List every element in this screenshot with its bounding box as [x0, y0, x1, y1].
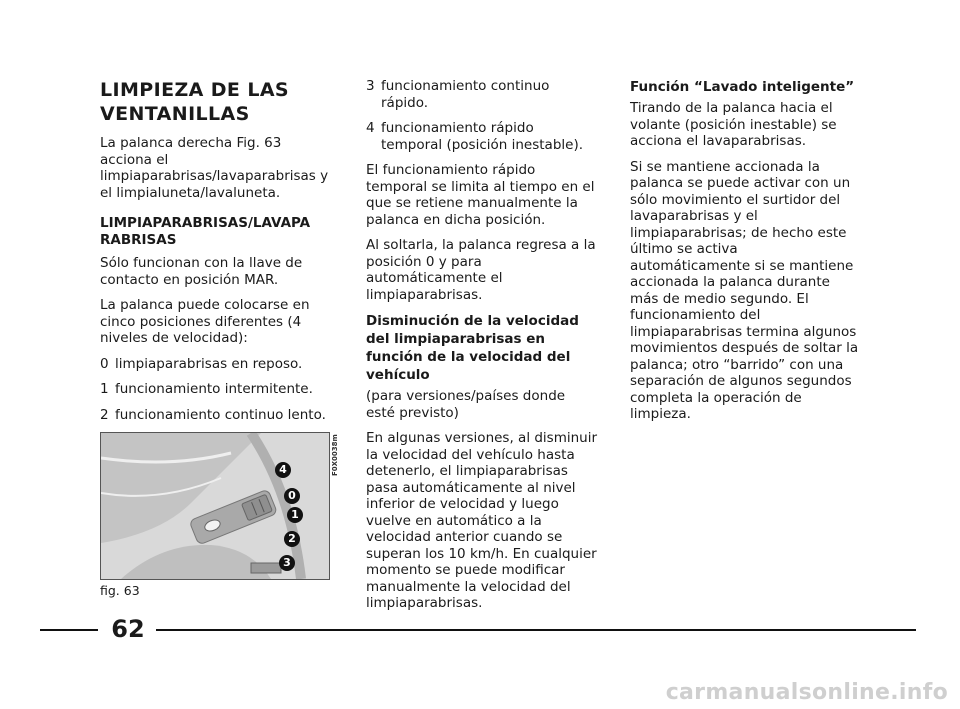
position-marker-3: 3: [279, 555, 295, 571]
position-marker-2: 2: [284, 531, 300, 547]
figure-code: F0X0038m: [331, 434, 339, 476]
paragraph-pull-lever: Tirando de la palanca hacia el volante (posición inestable) se acciona el lavaparabrisas.: [630, 100, 837, 149]
list-item: [100, 407, 335, 424]
item-text: funcionamiento continuo lento.: [115, 406, 326, 423]
item-text: funcionamiento continuo rápido.: [381, 78, 550, 111]
position-marker-1: 1: [287, 507, 303, 523]
figure-caption: fig. 63: [100, 583, 140, 598]
item-number: 1: [100, 381, 109, 397]
paragraph-release: Al soltarla, la palanca regresa a la posición 0 y para automáticamente el limpiaparabrisas.: [366, 237, 596, 303]
versions-note: (para versiones/países donde esté previsto): [366, 388, 566, 421]
list-item: [366, 120, 598, 153]
smart-wash-heading: Función “Lavado inteligente”: [630, 79, 855, 95]
intro-paragraph: La palanca derecha Fig. 63 acciona el limpiaparabrisas/lavaparabrisas y el limpialuneta/lavaluneta.: [100, 135, 329, 201]
item-number: 3: [366, 78, 375, 94]
item-text: limpiaparabrisas en reposo.: [115, 355, 303, 372]
lever-illustration: [101, 433, 329, 579]
footer-rule-left: [40, 629, 98, 631]
column-left: [100, 78, 335, 432]
paragraph-speed-reduction: En algunas versiones, al disminuir la velocidad del vehículo hasta detenerlo, el limpiaparabrisas pasa automáticamente al nivel inferior de velocidad y luego vuelve en automático a la velocidad anterior cuando se superan los 10 km/h. En cualquier momento se puede modificar manualmente la velocidad del limpiaparabrisas.: [366, 430, 598, 611]
watermark: carmanualsonline.info: [665, 680, 948, 705]
page-number: 62: [111, 615, 145, 643]
column-middle: [366, 78, 598, 621]
paragraph-ignition: Sólo funcionan con la llave de contacto en posición MAR.: [100, 255, 303, 288]
paragraph-positions: La palanca puede colocarse en cinco posiciones diferentes (4 niveles de velocidad):: [100, 297, 310, 346]
position-marker-0: 0: [284, 488, 300, 504]
item-text: funcionamiento rápido temporal (posición inestable).: [381, 120, 583, 153]
footer-rule-right: [156, 629, 916, 631]
speed-reduction-heading: Disminución de la velocidad del limpiaparabrisas en función de la velocidad del vehículo: [366, 313, 579, 383]
subsection-title: LIMPIAPARABRISAS/LAVAPA RABRISAS: [100, 215, 311, 248]
item-number: 2: [100, 406, 109, 423]
column-right: [630, 78, 862, 432]
item-text: funcionamiento intermitente.: [115, 381, 313, 397]
paragraph-smart-wash: Si se mantiene accionada la palanca se puede activar con un sólo movimiento el surtidor del lavaparabrisas y el limpiaparabrisas; de hecho este último se activa automáticamente si se mantiene accionada la palanca durante más de medio segundo. El funcionamiento del limpiaparabrisas termina algunos movimientos después de soltar la palanca; otro “barrido” con una separación de algunos segundos completa la operación de limpieza.: [630, 158, 859, 422]
list-item: [366, 78, 598, 111]
item-number: 0: [100, 355, 109, 372]
list-item: [100, 381, 335, 398]
section-title: LIMPIEZA DE LAS VENTANILLAS: [100, 79, 290, 125]
item-number: 4: [366, 120, 375, 136]
figure-wiper-lever: [100, 432, 330, 580]
paragraph-temporary: El funcionamiento rápido temporal se limita al tiempo en el que se retiene manualmente la palanca en dicha posición.: [366, 162, 595, 228]
list-item: [100, 356, 335, 373]
position-marker-4: 4: [275, 462, 291, 478]
